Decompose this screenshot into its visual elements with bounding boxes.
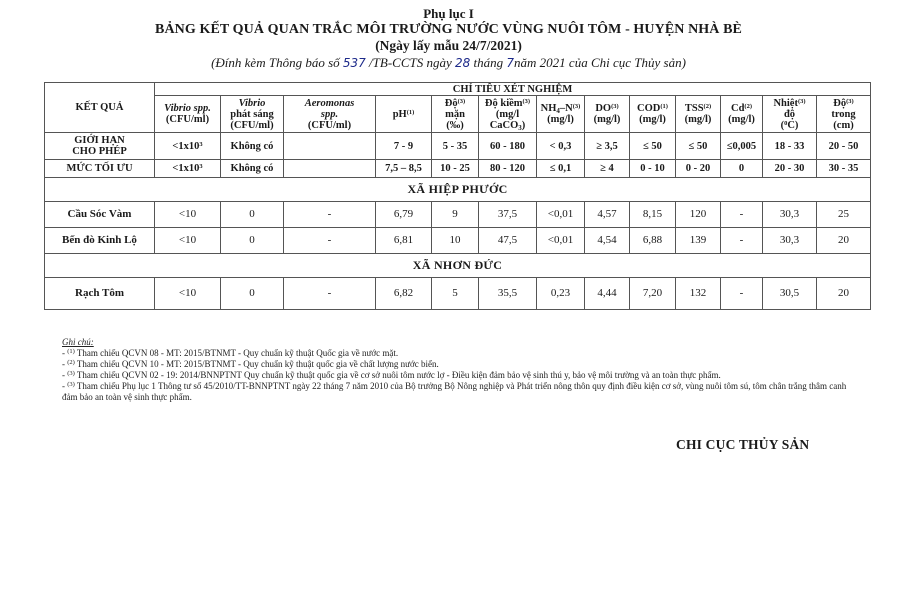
table-cell: 6,82 — [376, 278, 432, 310]
table-cell: 30,3 — [763, 228, 817, 254]
results-table — [44, 82, 871, 310]
table-cell: 5 — [432, 278, 479, 310]
col-salinity: Độ$^{(3)}$ mặn (‰) — [432, 96, 479, 133]
table-cell: 30 - 35 — [817, 160, 871, 178]
column-headers — [45, 96, 871, 133]
table-cell: 0 — [721, 160, 763, 178]
table-cell: 10 - 25 — [432, 160, 479, 178]
site-name: Cầu Sóc Vàm — [45, 202, 155, 228]
table-cell: 8,15 — [630, 202, 676, 228]
document-title: BẢNG KẾT QUẢ QUAN TRẮC MÔI TRƯỜNG NƯỚC VÙNG NUÔI TÔM - HUYỆN NHÀ BÈ — [155, 22, 742, 37]
table-cell: - — [721, 202, 763, 228]
table-cell: 30,5 — [763, 278, 817, 310]
table-cell: 37,5 — [479, 202, 537, 228]
table-cell: 7 - 9 — [376, 133, 432, 160]
optimal-vibrio: $<1x10^3$ — [155, 160, 221, 178]
table-cell: 10 — [432, 228, 479, 254]
optimal-row — [45, 160, 871, 178]
table-cell: 0 — [221, 228, 284, 254]
table-cell: - — [284, 228, 376, 254]
table-cell: 0 - 20 — [676, 160, 721, 178]
col-cod: COD$^{(1)}$ (mg/l) — [630, 96, 676, 133]
table-cell: 7,5 – 8,5 — [376, 160, 432, 178]
table-cell: 6,79 — [376, 202, 432, 228]
table-row — [45, 202, 871, 228]
table-cell: Không có — [221, 160, 284, 178]
site-name: Rạch Tôm — [45, 278, 155, 310]
appendix-label: Phụ lục I — [423, 6, 474, 21]
handwritten-number: 537 — [342, 56, 366, 70]
table-cell: ≤ 0,1 — [537, 160, 585, 178]
table-cell: 6,81 — [376, 228, 432, 254]
table-cell: 20 — [817, 228, 871, 254]
col-aeromonas: Aeromonas spp. (CFU/ml) — [284, 96, 376, 133]
optimal-label: MỨC TỐI ƯU — [45, 160, 155, 178]
handwritten-day: 28 — [455, 56, 471, 70]
table-cell: ≥ 4 — [585, 160, 630, 178]
col-alkalinity: Độ kiềm$^{(3)}$ (mg/l CaCO$_3$) — [479, 96, 537, 133]
note-item: - $^{(3)}$ Tham chiếu QCVN 02 - 19: 2014/BNNPTNT Quy chuẩn kỹ thuật quốc gia về cơ sở nuôi tôm nước lợ - Điều kiện đảm bảo vệ sinh thú y, bảo vệ môi trường và an toàn thực phẩm. — [62, 370, 721, 380]
table-cell: 139 — [676, 228, 721, 254]
table-cell: 120 — [676, 202, 721, 228]
table-cell: Không có — [221, 133, 284, 160]
table-cell: - — [284, 278, 376, 310]
col-do: DO$^{(3)}$ (mg/l) — [585, 96, 630, 133]
header-indicators: CHỈ TIÊU XÉT NGHIỆM — [155, 83, 871, 96]
notes-title: Ghi chú: — [62, 337, 94, 347]
table-cell: - — [721, 278, 763, 310]
table-cell: 0 — [221, 278, 284, 310]
header-result: KẾT QUẢ — [45, 83, 155, 133]
limit-vibrio: $<1x10^3$ — [155, 133, 221, 160]
table-cell: - — [284, 202, 376, 228]
col-temperature: Nhiệt$^{(3)}$ độ ($^0$C) — [763, 96, 817, 133]
signature-agency: CHI CỤC THỦY SẢN — [676, 437, 810, 452]
table-cell: < 0,3 — [537, 133, 585, 160]
table-cell: 6,88 — [630, 228, 676, 254]
table-cell: 0 - 10 — [630, 160, 676, 178]
table-cell: 0 — [221, 202, 284, 228]
table-cell: ≤ 50 — [630, 133, 676, 160]
notes-section — [62, 337, 862, 403]
section-row — [45, 254, 871, 278]
col-cd: Cd$^{(2)}$ (mg/l) — [721, 96, 763, 133]
table-cell: 4,44 — [585, 278, 630, 310]
table-cell: 20 - 50 — [817, 133, 871, 160]
table-row — [45, 228, 871, 254]
document-header — [0, 6, 897, 72]
table-cell — [284, 160, 376, 178]
col-vibrio-luminous: Vibrio phát sáng (CFU/ml) — [221, 96, 284, 133]
section-hiep-phuoc: XÃ HIỆP PHƯỚC — [45, 178, 871, 202]
col-transparency: Độ$^{(3)}$ trong (cm) — [817, 96, 871, 133]
table-cell: <10 — [155, 228, 221, 254]
note-item: - $^{(3)}$ Tham chiếu Phụ lục 1 Thông tư số 45/2010/TT-BNNPTNT ngày 22 tháng 7 năm 2010 của Bộ trưởng Bộ Nông nghiệp và Phát triển nông thôn quy định điều kiện cơ sở, vùng nuôi tôm sú, tôm chân trắng thâm canh đảm bảo an toàn vệ sinh thực phẩm. — [62, 381, 847, 402]
limit-row — [45, 133, 871, 160]
table-cell: 5 - 35 — [432, 133, 479, 160]
sample-date: (Ngày lấy mẫu 24/7/2021) — [375, 38, 522, 53]
table-cell: ≥ 3,5 — [585, 133, 630, 160]
table-cell: <0,01 — [537, 228, 585, 254]
col-tss: TSS$^{(2)}$ (mg/l) — [676, 96, 721, 133]
col-ph: $pH^{(1)}$ — [376, 96, 432, 133]
table-cell: <10 — [155, 278, 221, 310]
handwritten-month: 7 — [506, 56, 515, 70]
table-cell: 20 - 30 — [763, 160, 817, 178]
table-row — [45, 278, 871, 310]
site-name: Bến đò Kinh Lộ — [45, 228, 155, 254]
table-cell: 25 — [817, 202, 871, 228]
table-cell: 80 - 120 — [479, 160, 537, 178]
table-cell: 35,5 — [479, 278, 537, 310]
table-cell: 20 — [817, 278, 871, 310]
table-cell: 9 — [432, 202, 479, 228]
table-cell: <10 — [155, 202, 221, 228]
table-cell: 47,5 — [479, 228, 537, 254]
table-cell: 0,23 — [537, 278, 585, 310]
section-nhon-duc: XÃ NHƠN ĐỨC — [45, 254, 871, 278]
table-cell: 132 — [676, 278, 721, 310]
table-cell: 4,57 — [585, 202, 630, 228]
section-row — [45, 178, 871, 202]
table-cell: 60 - 180 — [479, 133, 537, 160]
table-cell: 18 - 33 — [763, 133, 817, 160]
attachment-line: (Đính kèm Thông báo số 537 /TB-CCTS ngày 28 tháng 7năm 2021 của Chi cục Thủy sản) — [211, 55, 686, 70]
limit-label: GIỚI HẠN CHO PHÉP — [45, 133, 155, 160]
table-cell: ≤ 50 — [676, 133, 721, 160]
table-cell: ≤0,005 — [721, 133, 763, 160]
table-cell — [284, 133, 376, 160]
note-item: - $^{(1)}$ Tham chiếu QCVN 08 - MT: 2015/BTNMT - Quy chuẩn kỹ thuật Quốc gia về nước mặt. — [62, 348, 399, 358]
note-item: - $^{(2)}$ Tham chiếu QCVN 10 - MT: 2015/BTNMT - Quy chuẩn kỹ thuật quốc gia về chất lượng nước biển. — [62, 359, 439, 369]
col-nh4: $NH_4-N^{(3)}$ (mg/l) — [537, 96, 585, 133]
table-cell: 30,3 — [763, 202, 817, 228]
table-cell: 7,20 — [630, 278, 676, 310]
table-cell: - — [721, 228, 763, 254]
table-cell: <0,01 — [537, 202, 585, 228]
table-cell: 4,54 — [585, 228, 630, 254]
col-vibrio-spp: Vibrio spp. (CFU/ml) — [155, 96, 221, 133]
